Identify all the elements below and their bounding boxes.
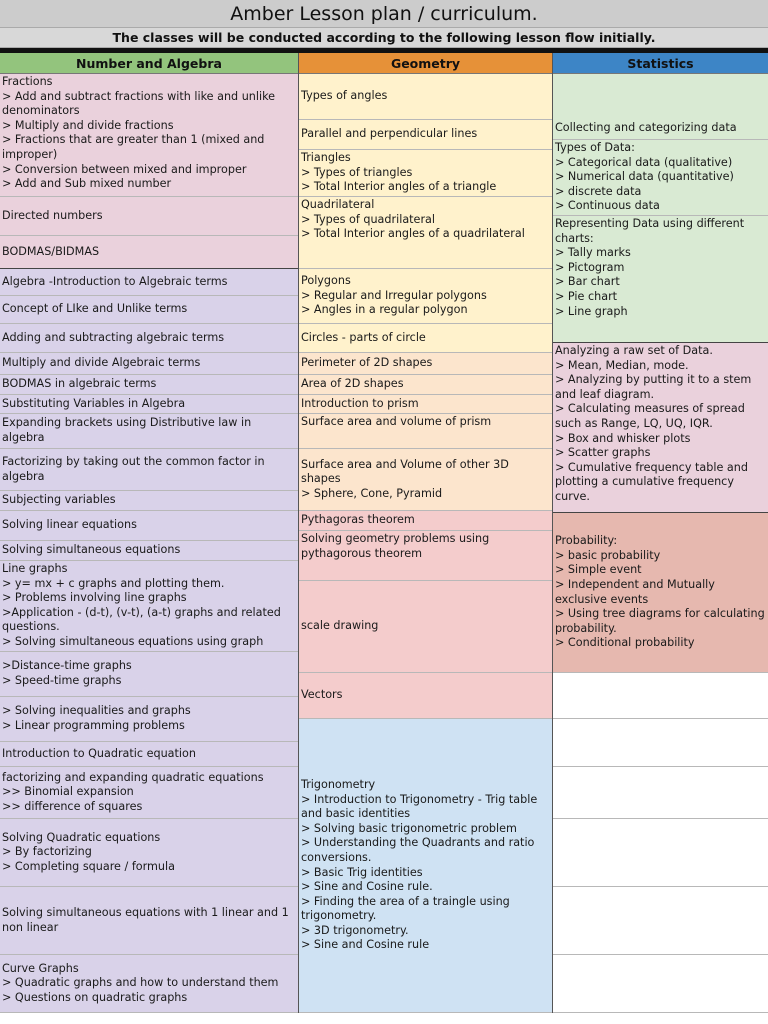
lesson-cell: BODMAS/BIDMAS bbox=[0, 236, 298, 269]
column-header-geometry: Geometry bbox=[299, 53, 552, 74]
page-subtitle: The classes will be conducted according to the following lesson flow initially. bbox=[0, 28, 768, 48]
lesson-cell: Representing Data using different charts: > Tally marks > Pictogram > Bar chart > Pie chart > Line graph bbox=[553, 216, 768, 343]
lesson-cell: Solving Quadratic equations > By factorizing > Completing square / formula bbox=[0, 819, 298, 887]
lesson-cell: Vectors bbox=[299, 673, 552, 719]
empty-cell bbox=[553, 767, 768, 819]
column-header-statistics: Statistics bbox=[553, 53, 768, 74]
lesson-cell: Introduction to Quadratic equation bbox=[0, 742, 298, 767]
empty-cell bbox=[553, 887, 768, 955]
empty-cell bbox=[553, 819, 768, 887]
lesson-cell: Types of angles bbox=[299, 74, 552, 120]
lesson-cell: Types of Data: > Categorical data (qualitative) > Numerical data (quantitative) > discrete data > Continuous data bbox=[553, 140, 768, 216]
lesson-cell: Trigonometry > Introduction to Trigonometry - Trig table and basic identities > Solving basic trigonometric problem > Understanding the Quadrants and ratio conversions. > Basic Trig identities > Sine and Cosine rule. > Finding the area of a traingle using trigonometry. > 3D trigonometry. > Sine and Cosine rule bbox=[299, 719, 552, 1013]
lesson-cell: Pythagoras theorem bbox=[299, 511, 552, 531]
lesson-cell: Quadrilateral > Types of quadrilateral > Total Interior angles of a quadrilateral bbox=[299, 197, 552, 269]
lesson-cell: Surface area and Volume of other 3D shapes > Sphere, Cone, Pyramid bbox=[299, 449, 552, 511]
lesson-cell: Introduction to prism bbox=[299, 395, 552, 414]
lesson-cell: Collecting and categorizing data bbox=[553, 74, 768, 140]
lesson-cell: Factorizing by taking out the common factor in algebra bbox=[0, 449, 298, 491]
empty-cell bbox=[553, 719, 768, 767]
lesson-cell: Solving simultaneous equations bbox=[0, 541, 298, 561]
lesson-cell: Fractions > Add and subtract fractions with like and unlike denominators > Multiply and divide fractions > Fractions that are greater than 1 (mixed and improper) > Conversion between mixed and improper > Add and Sub mixed number bbox=[0, 74, 298, 197]
lesson-cell: Directed numbers bbox=[0, 197, 298, 236]
lesson-cell: >Distance-time graphs > Speed-time graphs bbox=[0, 652, 298, 697]
lesson-cell: Perimeter of 2D shapes bbox=[299, 353, 552, 375]
lesson-cell: Subjecting variables bbox=[0, 491, 298, 511]
lesson-cell: Surface area and volume of prism bbox=[299, 414, 552, 449]
empty-cell bbox=[553, 955, 768, 1013]
lesson-cell: Solving simultaneous equations with 1 linear and 1 non linear bbox=[0, 887, 298, 955]
lesson-cell: Multiply and divide Algebraic terms bbox=[0, 353, 298, 375]
lesson-cell: Polygons > Regular and Irregular polygons > Angles in a regular polygon bbox=[299, 269, 552, 324]
page-title: Amber Lesson plan / curriculum. bbox=[0, 0, 768, 28]
lesson-cell: Solving geometry problems using pythagorous theorem bbox=[299, 531, 552, 581]
lesson-cell: Triangles > Types of triangles > Total Interior angles of a triangle bbox=[299, 150, 552, 197]
column-statistics bbox=[553, 53, 768, 1013]
column-geometry bbox=[299, 53, 552, 1013]
lesson-cell: Adding and subtracting algebraic terms bbox=[0, 324, 298, 353]
lesson-cell: Analyzing a raw set of Data. > Mean, Median, mode. > Analyzing by putting it to a stem and leaf diagram. > Calculating measures of spread such as Range, LQ, UQ, IQR. > Box and whisker plots > Scatter graphs > Cumulative frequency table and plotting a cumulative frequency curve. bbox=[553, 343, 768, 513]
lesson-cell: BODMAS in algebraic terms bbox=[0, 375, 298, 395]
lesson-cell: Area of 2D shapes bbox=[299, 375, 552, 395]
lesson-cell: Curve Graphs > Quadratic graphs and how to understand them > Questions on quadratic graphs bbox=[0, 955, 298, 1013]
lesson-cell: Line graphs > y= mx + c graphs and plotting them. > Problems involving line graphs >Application - (d-t), (v-t), (a-t) graphs and related questions. > Solving simultaneous equations using graph bbox=[0, 561, 298, 652]
lesson-cell: Expanding brackets using Distributive law in algebra bbox=[0, 414, 298, 449]
lesson-cell: Concept of LIke and Unlike terms bbox=[0, 296, 298, 324]
lesson-cell: Algebra -Introduction to Algebraic terms bbox=[0, 269, 298, 296]
lesson-cell: Circles - parts of circle bbox=[299, 324, 552, 353]
column-header-number-algebra: Number and Algebra bbox=[0, 53, 298, 74]
lesson-cell: > Solving inequalities and graphs > Linear programming problems bbox=[0, 697, 298, 742]
lesson-cell: Substituting Variables in Algebra bbox=[0, 395, 298, 414]
lesson-cell: Solving linear equations bbox=[0, 511, 298, 541]
lesson-cell: Parallel and perpendicular lines bbox=[299, 120, 552, 150]
lesson-cell: scale drawing bbox=[299, 581, 552, 673]
lesson-cell: Probability: > basic probability > Simple event > Independent and Mutually exclusive events > Using tree diagrams for calculating probability. > Conditional probability bbox=[553, 513, 768, 673]
empty-cell bbox=[553, 673, 768, 719]
lesson-cell: factorizing and expanding quadratic equations >> Binomial expansion >> difference of squares bbox=[0, 767, 298, 819]
column-number-algebra bbox=[0, 53, 298, 1013]
